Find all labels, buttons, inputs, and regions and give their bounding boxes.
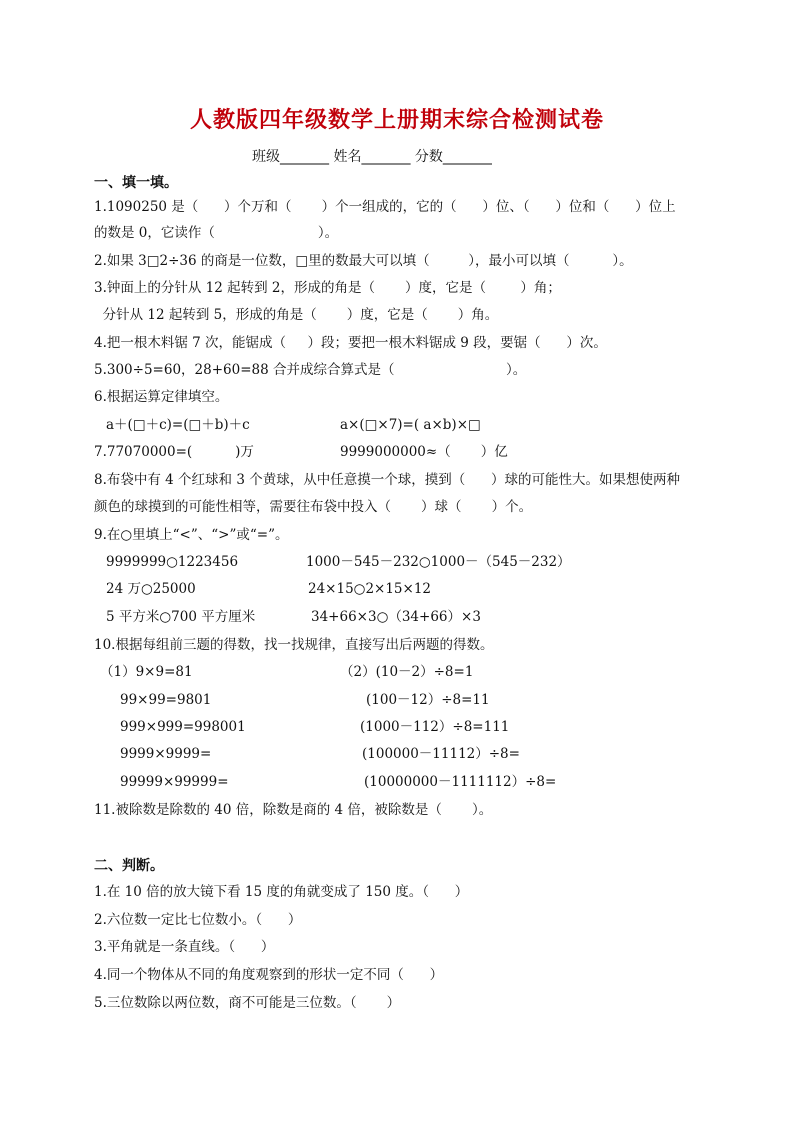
student-info-line: 班级_______ 姓名_______ 分数_______ — [252, 149, 492, 165]
question-7-left: 7.77070000=( )万 — [94, 444, 254, 460]
question-9-row-1-left: 9999999○1223456 — [106, 554, 239, 570]
question-2: 2.如果 3□2÷36 的商是一位数，□里的数最大可以填（ ），最小可以填（ ）。 — [94, 253, 633, 269]
section-2-heading: 二、判断。 — [94, 858, 164, 874]
page-title: 人教版四年级数学上册期末综合检测试卷 — [189, 108, 604, 133]
question-9-row-1-right: 1000－545－232○1000－（545－232） — [306, 554, 571, 570]
question-9: 9.在○里填上“<”、“>”或“=”。 — [94, 527, 289, 543]
question-8-line-2: 颜色的球摸到的可能性相等，需要往布袋中投入（ ）球（ ）个。 — [94, 499, 533, 515]
question-7-right: 9999000000≈（ ）亿 — [340, 444, 508, 460]
question-10-right-4: (100000－11112）÷8= — [362, 746, 520, 762]
question-1-line-1: 1.1090250 是（ ）个万和（ ）个一组成的，它的（ ）位、（ ）位和（ ）位上 — [94, 199, 676, 215]
question-8-line-1: 8.布袋中有 4 个红球和 3 个黄球，从中任意摸一个球，摸到（ ）球的可能性大。如果想使两种 — [94, 472, 680, 488]
judge-item-2: 2.六位数一定比七位数小。（ ） — [94, 912, 302, 928]
question-6: 6.根据运算定律填空。 — [94, 389, 229, 405]
judge-item-1: 1.在 10 倍的放大镜下看 15 度的角就变成了 150 度。（ ） — [94, 884, 469, 900]
question-10-left-2: 99×99=9801 — [120, 692, 212, 708]
question-6-right: a×(□×7)=( a×b)×□ — [340, 417, 481, 433]
question-11: 11.被除数是除数的 40 倍，除数是商的 4 倍，被除数是（ ）。 — [94, 802, 493, 818]
question-10-right-5: (10000000－1111112）÷8= — [364, 774, 557, 790]
question-10-left-3: 999×999=998001 — [120, 719, 246, 735]
question-4: 4.把一根木料锯 7 次，能锯成（ ）段；要把一根木料锯成 9 段，要锯（ ）次。 — [94, 335, 607, 351]
judge-item-5: 5.三位数除以两位数，商不可能是三位数。（ ） — [94, 995, 401, 1011]
question-3-line-1: 3.钟面上的分针从 12 起转到 2，形成的角是（ ）度，它是（ ）角； — [94, 280, 561, 296]
question-10-right-1: （2）(10－2）÷8=1 — [340, 664, 474, 680]
question-9-row-2-left: 24 万○25000 — [106, 581, 196, 597]
judge-item-4: 4.同一个物体从不同的角度观察到的形状一定不同（ ） — [94, 967, 444, 983]
judge-item-3: 3.平角就是一条直线。（ ） — [94, 939, 275, 955]
section-1-heading: 一、填一填。 — [94, 175, 178, 191]
question-3-line-2: 分针从 12 起转到 5，形成的角是（ ）度，它是（ ）角。 — [94, 307, 499, 323]
question-10-left-4: 9999×9999= — [120, 746, 212, 762]
question-5: 5.300÷5=60，28+60=88 合并成综合算式是（ ）。 — [94, 362, 527, 378]
question-9-row-3-right: 34+66×3○（34+66）×3 — [311, 609, 481, 625]
question-10-left-5: 99999×99999= — [120, 774, 229, 790]
question-10-right-3: (1000－112）÷8=111 — [360, 719, 510, 735]
question-10-left-1: （1）9×9=81 — [100, 664, 193, 680]
question-9-row-2-right: 24×15○2×15×12 — [308, 581, 432, 597]
question-1-line-2: 的数是 0，它读作（ ）。 — [94, 225, 339, 241]
question-6-left: a＋(□＋c)=(□＋b)＋c — [106, 417, 250, 433]
question-10-right-2: (100－12）÷8=11 — [366, 692, 490, 708]
question-9-row-3-left: 5 平方米○700 平方厘米 — [106, 609, 256, 625]
question-10: 10.根据每组前三题的得数，找一找规律，直接写出后两题的得数。 — [94, 637, 494, 653]
